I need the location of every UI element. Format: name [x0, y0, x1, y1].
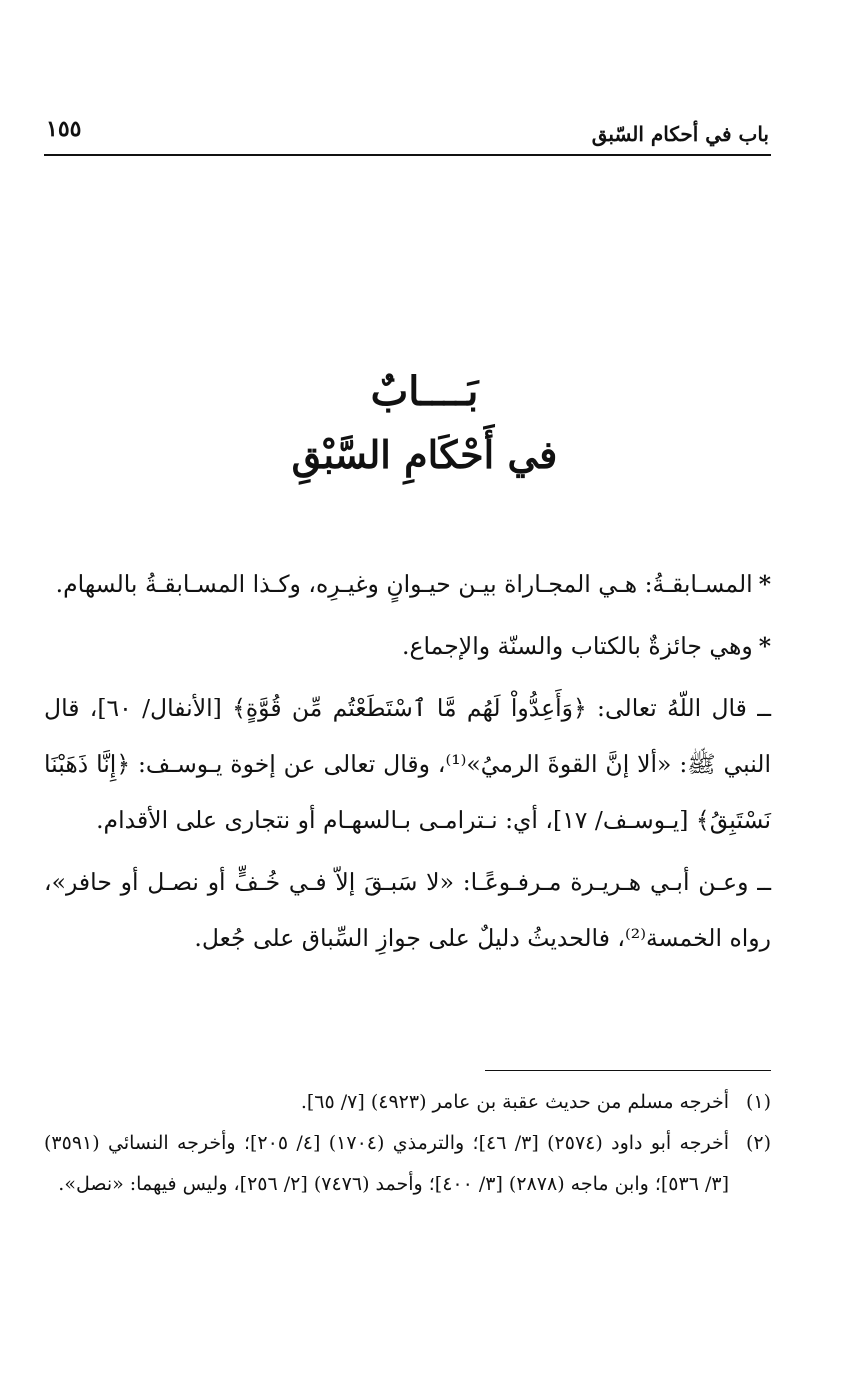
running-header	[44, 112, 771, 156]
chapter-title: في أَحْكَامِ السَّبْقِ	[291, 432, 558, 477]
paragraph-quran-evidence: ــ قال اللّهُ تعالى: ﴿وَأَعِدُّواْ لَهُم مَّا ٱسْتَطَعْتُم مِّن قُوَّةٍ﴾ [الأنفال/ ٦٠]، قال النبي ﷺ: «ألا إنَّ القوةَ الرميُ»⁽¹⁾، وقال تعالى عن إخوة يـوسـف: ﴿إِنَّا ذَهَبْنَا نَسْتَبِقُ﴾ [يـوسـف/ ١٧]، أي: نـترامـى بـالسهـام أو نتجارى على الأقدام.	[44, 694, 771, 834]
footnote-number: (٢)	[745, 1132, 771, 1154]
asterisk-marker: *	[758, 632, 771, 660]
footnote-separator	[485, 1070, 771, 1071]
running-header-title: باب في أحكام السّبق	[591, 122, 769, 146]
footnote	[44, 1082, 771, 1123]
footnote-text: أخرجه أبو داود (٢٥٧٤) [٣/ ٤٦]؛ والترمذي (١٧٠٤) [٤/ ٢٠٥]؛ وأخرجه النسائي (٣٥٩١) [٣/ ٥٣٦]؛ وابن ماجه (٢٨٧٨) [٣/ ٤٠٠]؛ وأحمد (٧٤٧٦) [٢/ ٢٥٦]، وليس فيهما: «نصل».	[44, 1132, 729, 1195]
paragraph-hadith-evidence: ــ وعـن أبـي هـريـرة مـرفـوعًـا: «لا سَبـقَ إلاّ فـي خُـفٍّ أو نصـل أو حافر»، رواه الخمسة⁽²⁾، فالحديثُ دليلٌ على جوازِ السِّباق على جُعل.	[44, 868, 771, 952]
paragraph-ruling-text: وهي جائزةٌ بالكتاب والسنّة والإجماع.	[402, 632, 753, 660]
footnote-text: أخرجه مسلم من حديث عقبة بن عامر (٤٩٢٣) [٧/ ٦٥].	[300, 1091, 729, 1113]
asterisk-marker: *	[758, 570, 771, 598]
chapter-label: بَــــابٌ	[370, 368, 479, 415]
paragraph-definition	[44, 556, 771, 612]
paragraph-ruling	[44, 618, 771, 674]
paragraph-definition-text: المسـابقـةُ: هـي المجـاراة بيـن حيـوانٍ وغيـرِه، وكـذا المسـابقـةُ بالسهام.	[55, 570, 753, 598]
footnote-number: (١)	[745, 1091, 771, 1113]
body-text	[44, 556, 771, 972]
footnotes	[44, 1082, 771, 1205]
footnote	[44, 1123, 771, 1205]
page-number: ١٥٥	[46, 116, 82, 142]
